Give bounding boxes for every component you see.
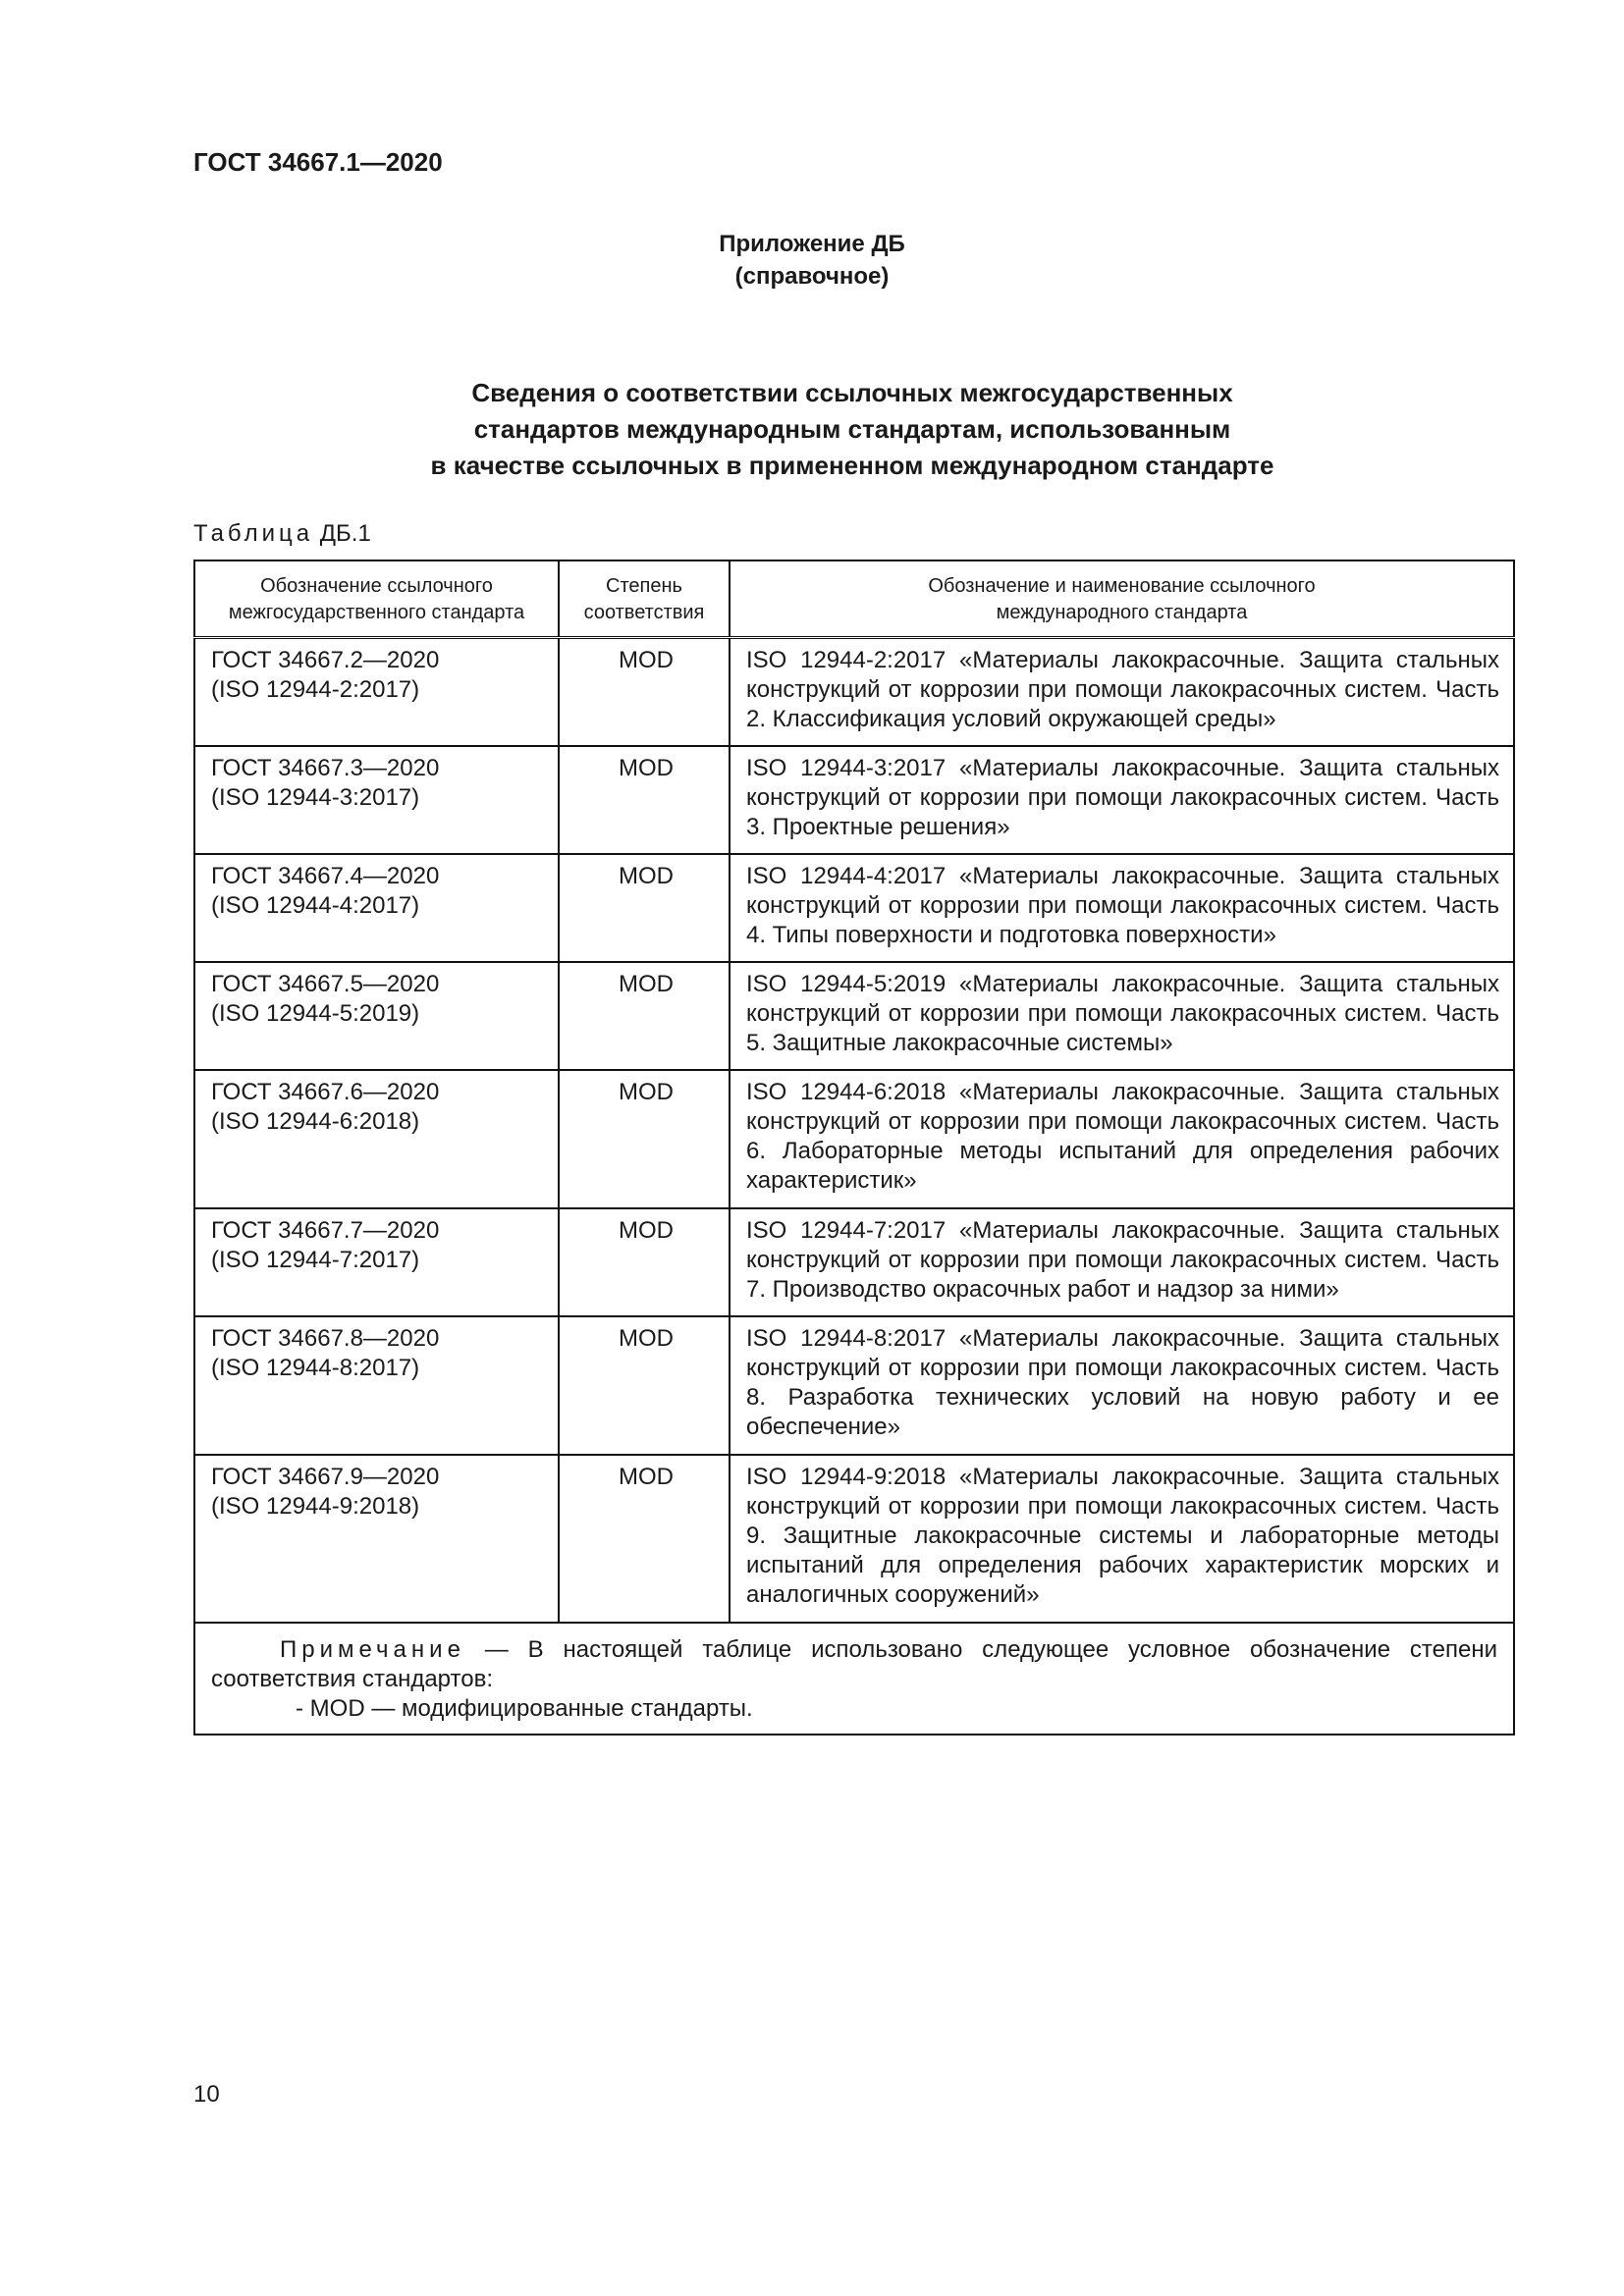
column-header: Обозначение ссылочного межгосударственного стандарта: [194, 561, 559, 638]
gost-cell: ГОСТ 34667.6—2020 (ISO 12944-6:2018): [194, 1070, 559, 1208]
degree-cell: MOD: [559, 1455, 730, 1623]
appendix-title: Приложение ДБ: [719, 231, 905, 257]
description-cell: ISO 12944-3:2017 «Материалы лакокрасочные. Защита стальных конструкций от коррозии при помощи лакокрасочных систем. Часть 3. Проектные решения»: [730, 746, 1514, 854]
document-id: ГОСТ 34667.1—2020: [193, 147, 443, 177]
appendix-block: [0, 228, 1624, 293]
gost-cell: ГОСТ 34667.8—2020 (ISO 12944-8:2017): [194, 1316, 559, 1455]
degree-cell: MOD: [559, 1208, 730, 1316]
note-label: Примечание: [280, 1635, 465, 1663]
table-row: [194, 1316, 1514, 1455]
note-item: - MOD — модифицированные стандарты.: [296, 1694, 753, 1722]
heading-line-3: в качестве ссылочных в примененном международном стандарте: [430, 451, 1274, 480]
table-row: [194, 962, 1514, 1070]
description-cell: ISO 12944-2:2017 «Материалы лакокрасочные. Защита стальных конструкций от коррозии при помощи лакокрасочных систем. Часть 2. Классификация условий окружающей среды»: [746, 647, 1499, 732]
table-row: [194, 746, 1514, 854]
note-text: — В настоящей таблице использовано следующее условное обозначение степени соответствия стандартов:: [211, 1635, 1497, 1692]
description-cell: ISO 12944-7:2017 «Материалы лакокрасочные. Защита стальных конструкций от коррозии при помощи лакокрасочных систем. Часть 7. Производство окрасочных работ и надзор за ними»: [730, 1208, 1514, 1316]
heading-line-1: Сведения о соответствии ссылочных межгосударственных: [471, 378, 1233, 407]
column-header: Обозначение и наименование ссылочного международного стандарта: [730, 561, 1514, 638]
description-cell: ISO 12944-8:2017 «Материалы лакокрасочные. Защита стальных конструкций от коррозии при помощи лакокрасочных систем. Часть 8. Разработка технических условий на новую работу и ее обеспечение»: [730, 1316, 1514, 1455]
table-label-word: Таблица: [193, 520, 314, 547]
heading-line-2: стандартов международным стандартам, использованным: [473, 414, 1231, 444]
section-heading: [0, 375, 1624, 484]
description-cell: ISO 12944-9:2018 «Материалы лакокрасочные. Защита стальных конструкций от коррозии при помощи лакокрасочных систем. Часть 9. Защитные лакокрасочные системы и лабораторные методы испытаний для определения рабочих характеристик морских и аналогичных сооружений»: [730, 1455, 1514, 1623]
degree-cell: MOD: [559, 1316, 730, 1455]
page-number: 10: [193, 2081, 220, 2108]
description-cell: ISO 12944-5:2019 «Материалы лакокрасочные. Защита стальных конструкций от коррозии при помощи лакокрасочных систем. Часть 5. Защитные лакокрасочные системы»: [730, 962, 1514, 1070]
table-row: [194, 1455, 1514, 1623]
description-cell: ISO 12944-6:2018 «Материалы лакокрасочные. Защита стальных конструкций от коррозии при помощи лакокрасочных систем. Часть 6. Лабораторные методы испытаний для определения рабочих характеристик»: [730, 1070, 1514, 1208]
table-label: [193, 520, 371, 548]
reference-standards-table: [193, 560, 1515, 1735]
table-row: [194, 1208, 1514, 1316]
degree-cell: MOD: [559, 854, 730, 962]
gost-cell: ГОСТ 34667.9—2020 (ISO 12944-9:2018): [194, 1455, 559, 1623]
degree-cell: MOD: [559, 746, 730, 854]
degree-cell: MOD: [559, 962, 730, 1070]
table-row: [194, 638, 1514, 746]
gost-cell: ГОСТ 34667.4—2020 (ISO 12944-4:2017): [194, 854, 559, 962]
gost-cell: ГОСТ 34667.3—2020 (ISO 12944-3:2017): [194, 746, 559, 854]
table-row: [194, 854, 1514, 962]
column-header: Степень соответствия: [559, 561, 730, 638]
degree-cell: MOD: [559, 1070, 730, 1208]
description-cell: ISO 12944-4:2017 «Материалы лакокрасочные. Защита стальных конструкций от коррозии при помощи лакокрасочных систем. Часть 4. Типы поверхности и подготовка поверхности»: [730, 854, 1514, 962]
table-note: [194, 1623, 1514, 1735]
appendix-kind: (справочное): [734, 263, 890, 290]
table-row: [194, 1070, 1514, 1208]
gost-cell: ГОСТ 34667.2—2020 (ISO 12944-2:2017): [194, 638, 559, 746]
degree-cell: MOD: [559, 638, 730, 746]
table-header-row: [194, 561, 1514, 638]
table-label-number: ДБ.1: [319, 520, 371, 547]
gost-cell: ГОСТ 34667.5—2020 (ISO 12944-5:2019): [194, 962, 559, 1070]
table-note-row: [194, 1623, 1514, 1735]
gost-cell: ГОСТ 34667.7—2020 (ISO 12944-7:2017): [194, 1208, 559, 1316]
